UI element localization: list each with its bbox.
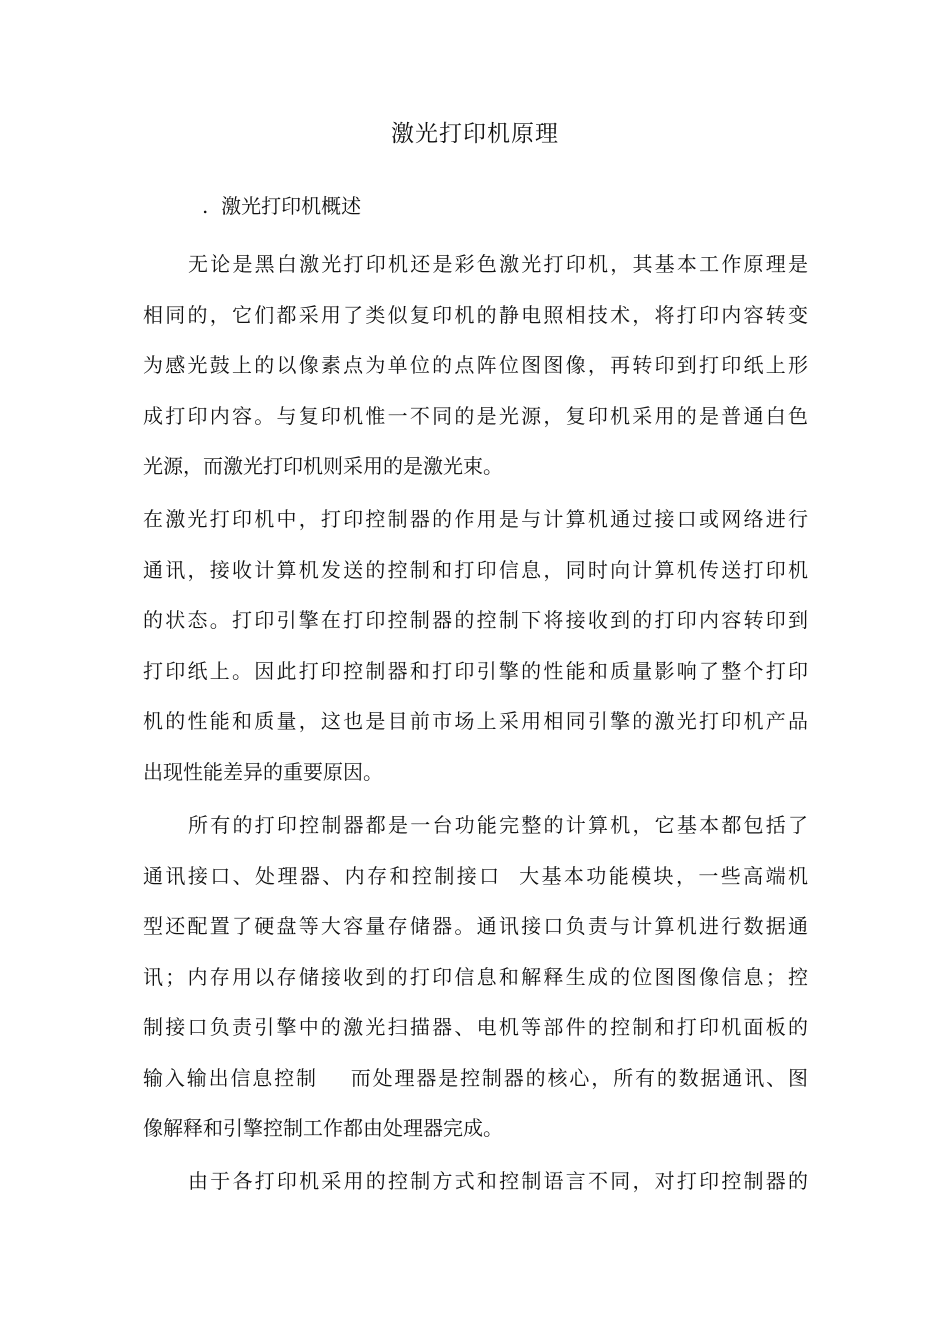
paragraph-line: 打印纸上。因此打印控制器和打印引擎的性能和质量影响了整个打印: [143, 658, 808, 683]
paragraph-line: 像解释和引擎控制工作都由处理器完成。: [143, 1116, 503, 1140]
paragraph-line: 型还配置了硬盘等大容量存储器。通讯接口负责与计算机进行数据通: [143, 914, 808, 938]
paragraph-4: [143, 1156, 808, 1207]
paragraph-line: 机的性能和质量，这也是目前市场上采用相同引擎的激光打印机产品: [143, 709, 808, 733]
paragraph-line: 光源，而激光打印机则采用的是激光束。: [143, 454, 503, 478]
paragraph-line: 通讯，接收计算机发送的控制和打印信息，同时向计算机传送打印机: [143, 557, 808, 582]
paragraph-line: 的状态。打印引擎在打印控制器的控制下将接收到的打印内容转印到: [143, 608, 808, 632]
paragraph-line: 制接口负责引擎中的激光扫描器、电机等部件的控制和打印机面板的: [143, 1015, 808, 1039]
section-heading: . 激光打印机概述: [202, 194, 362, 218]
paragraph-2: [143, 494, 808, 797]
paragraph-line: 无论是黑白激光打印机还是彩色激光打印机，其基本工作原理是: [188, 252, 808, 276]
paragraph-line: 成打印内容。与复印机惟一不同的是光源，复印机采用的是普通白色: [143, 403, 808, 428]
paragraph-line: 通讯接口、处理器、内存和控制接口 大基本功能模块，一些高端机: [143, 863, 808, 888]
paragraph-line: 在激光打印机中，打印控制器的作用是与计算机通过接口或网络进行: [143, 507, 808, 531]
paragraph-line: 所有的打印控制器都是一台功能完整的计算机，它基本都包括了: [188, 813, 808, 837]
paragraph-line: 相同的，它们都采用了类似复印机的静电照相技术，将打印内容转变: [143, 302, 808, 327]
paragraph-line: 为感光鼓上的以像素点为单位的点阵位图图像，再转印到打印纸上形: [143, 353, 808, 377]
document-title: 激光打印机原理: [391, 121, 559, 147]
paragraph-3: [143, 800, 808, 1154]
paragraph-line: 由于各打印机采用的控制方式和控制语言不同，对打印控制器的: [188, 1169, 808, 1193]
paragraph-line: 出现性能差异的重要原因。: [143, 759, 383, 784]
paragraph-line: 输入输出信息控制 而处理器是控制器的核心，所有的数据通讯、图: [143, 1065, 808, 1090]
paragraph-1: [143, 239, 808, 492]
paragraph-line: 讯；内存用以存储接收到的打印信息和解释生成的位图图像信息；控: [143, 964, 808, 989]
